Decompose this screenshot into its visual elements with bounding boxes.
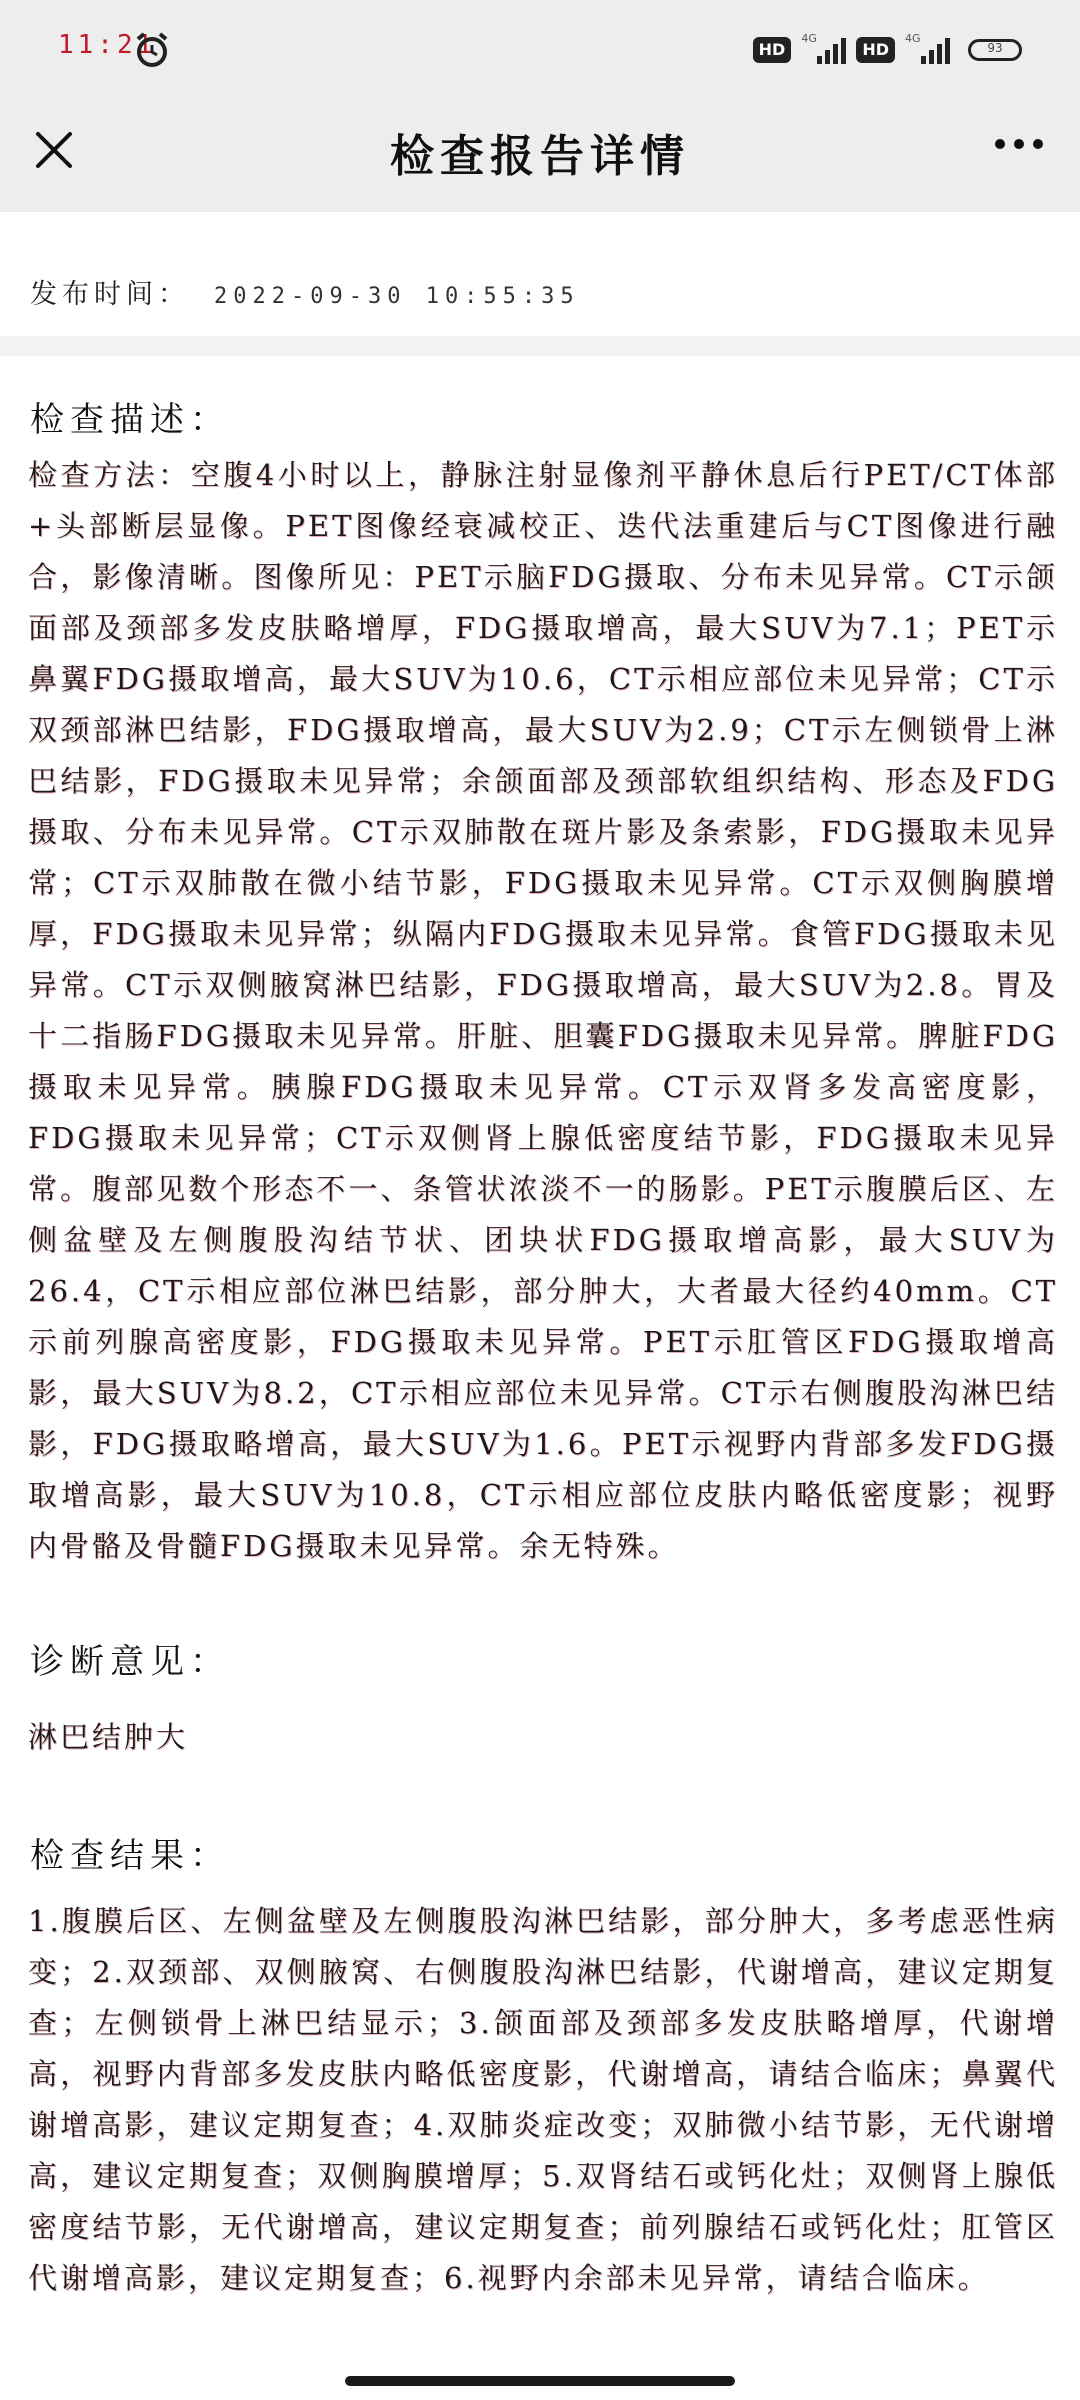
nav-bar (0, 100, 1080, 212)
status-time: 11:21 (58, 30, 157, 60)
publish-time-value: 2022-09-30 10:55:35 (214, 284, 580, 309)
signal-icon-1: 4G (801, 36, 846, 64)
report-card (0, 356, 1080, 2400)
description-text: 检查方法：空腹4小时以上，静脉注射显像剂平静休息后行PET/CT体部+头部断层显像。PET图像经衰减校正、迭代法重建后与CT图像进行融合，影像清晰。图像所见：PET示脑FDG摄取、分布未见异常。CT示颌面部及颈部多发皮肤略增厚，FDG摄取增高，最大SUV为7.1；PET示鼻翼FDG摄取增高，最大SUV为10.6，CT示相应部位未见异常；CT示双颈部淋巴结影，FDG摄取增高，最大SUV为2.9；CT示左侧锁骨上淋巴结影，FDG摄取未见异常；余颌面部及颈部软组织结构、形态及FDG摄取、分布未见异常。CT示双肺散在斑片影及条索影，FDG摄取未见异常；CT示双肺散在微小结节影，FDG摄取未见异常。CT示双侧胸膜增厚，FDG摄取未见异常；纵隔内FDG摄取未见异常。食管FDG摄取未见异常。CT示双侧腋窝淋巴结影，FDG摄取增高，最大SUV为2.8。胃及十二指肠FDG摄取未见异常。肝脏、胆囊FDG摄取未见异常。脾脏FDG摄取未见异常。胰腺FDG摄取未见异常。CT示双肾多发高密度影，FDG摄取未见异常；CT示双侧肾上腺低密度结节影，FDG摄取未见异常。腹部见数个形态不一、条管状浓淡不一的肠影。PET示腹膜后区、左侧盆壁及左侧腹股沟结节状、团块状FDG摄取增高影，最大SUV为26.4，CT示相应部位淋巴结影，部分肿大，大者最大径约40mm。CT示前列腺高密度影，FDG摄取未见异常。PET示肛管区FDG摄取增高影，最大SUV为8.2，CT示相应部位未见异常。CT示右侧腹股沟淋巴结影，FDG摄取略增高，最大SUV为1.6。PET示视野内背部多发FDG摄取增高影，最大SUV为10.8，CT示相应部位皮肤内略低密度影；视野内骨骼及骨髓FDG摄取未见异常。余无特殊。 (28, 458, 1058, 1563)
publish-time-label: 发布时间： (30, 279, 190, 310)
home-indicator[interactable] (345, 2376, 735, 2386)
signal-icon-2: 4G (905, 36, 950, 64)
publish-card (0, 212, 1080, 336)
hd-badge-2: HD (856, 37, 895, 63)
status-icons (753, 32, 1022, 68)
hd-badge-1: HD (753, 37, 792, 63)
result-text: 1.腹膜后区、左侧盆壁及左侧腹股沟淋巴结影，部分肿大，多考虑恶性病变；2.双颈部、双侧腋窝、右侧腹股沟淋巴结影，代谢增高，建议定期复查；左侧锁骨上淋巴结显示；3.颌面部及颈部多发皮肤略增厚，代谢增高，视野内背部多发皮肤内略低密度影，代谢增高，请结合临床；鼻翼代谢增高影，建议定期复查；4.双肺炎症改变；双肺微小结节影，无代谢增高，建议定期复查；双侧胸膜增厚；5.双肾结石或钙化灶；双侧肾上腺低密度结节影，无代谢增高，建议定期复查；前列腺结石或钙化灶；肛管区代谢增高影，建议定期复查；6.视野内余部未见异常，请结合临床。 (28, 1904, 1058, 2295)
section-divider (0, 336, 1080, 356)
battery-level: 93 (987, 41, 1003, 55)
diagnosis-title: 诊断意见： (30, 1642, 230, 1682)
diagnosis-text: 淋巴结肿大 (28, 1720, 189, 1754)
page-title: 检查报告详情 (390, 131, 690, 182)
description-title: 检查描述： (30, 400, 230, 440)
status-bar (0, 0, 1080, 100)
battery-icon (968, 39, 1022, 61)
more-icon[interactable] (992, 132, 1046, 156)
publish-time-row (30, 272, 580, 311)
alarm-clock-icon (132, 30, 172, 70)
result-title: 检查结果： (30, 1836, 230, 1876)
